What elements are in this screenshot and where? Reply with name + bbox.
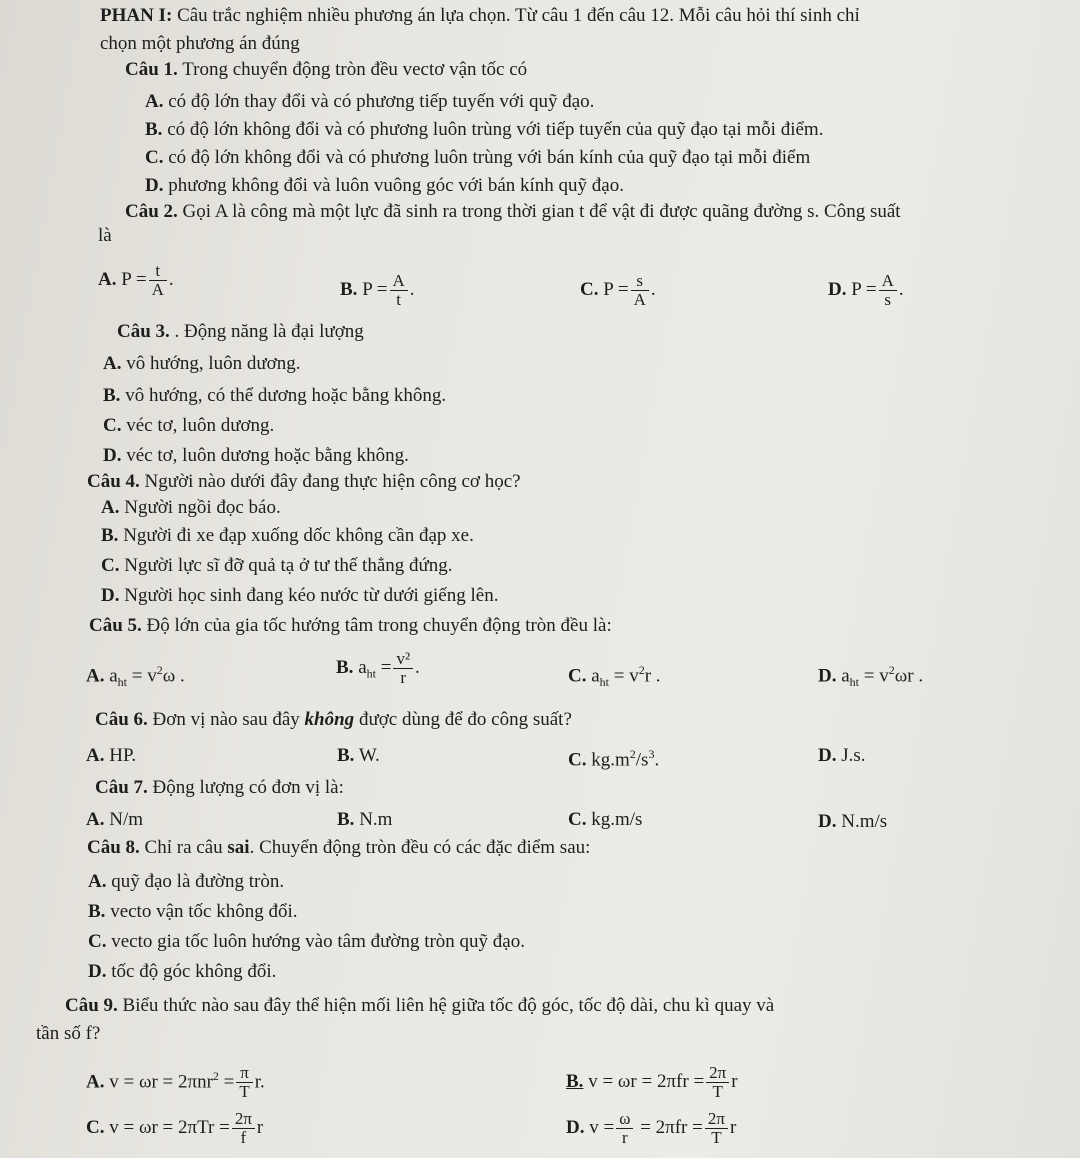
q3-option-c[interactable]: C. véc tơ, luôn dương. — [103, 415, 275, 436]
section-header: PHAN I: Câu trắc nghiệm nhiều phương án lựa chọn. Từ câu 1 đến câu 12. Mỗi câu hỏi thí sinh chỉ — [100, 5, 860, 26]
q1-option-c[interactable]: C. có độ lớn không đổi và có phương luôn trùng với bán kính của quỹ đạo tại mỗi điểm — [145, 147, 811, 168]
question-8: Câu 8. Chỉ ra câu sai. Chuyển động tròn đều có các đặc điểm sau: — [87, 837, 591, 858]
q1-option-b[interactable]: B. có độ lớn không đổi và có phương luôn trùng với tiếp tuyến của quỹ đạo tại mỗi điểm. — [145, 119, 824, 140]
question-3: Câu 3. . Động năng là đại lượng — [117, 321, 364, 342]
q3-option-b[interactable]: B. vô hướng, có thể dương hoặc bằng không. — [103, 385, 447, 406]
q6-option-b[interactable]: B. W. — [337, 745, 380, 766]
q6-option-d[interactable]: D. J.s. — [818, 745, 866, 766]
q9-option-b[interactable]: B. v = ωr = 2πfr = $\frac{2\pi}{T}$ r — [566, 1063, 738, 1101]
q9-option-d[interactable]: D. v = $\frac{\omega}{r}$ = 2πfr = $\frac{2\pi}{T}$ r — [566, 1109, 737, 1147]
question-6: Câu 6. Đơn vị nào sau đây không được dùng để đo công suất? — [95, 709, 572, 730]
q3-option-d[interactable]: D. véc tơ, luôn dương hoặc bằng không. — [103, 445, 409, 466]
q7-option-a[interactable]: A. N/m — [86, 809, 144, 830]
question-2-cont: là — [98, 225, 112, 246]
q7-option-d[interactable]: D. N.m/s — [818, 811, 888, 832]
q4-option-d[interactable]: D. Người học sinh đang kéo nước từ dưới giếng lên. — [101, 585, 499, 606]
q1-option-a[interactable]: A. có độ lớn thay đổi và có phương tiếp tuyến với quỹ đạo. — [145, 91, 595, 112]
question-5: Câu 5. Độ lớn của gia tốc hướng tâm trong chuyển động tròn đều là: — [89, 615, 612, 636]
q1-option-d[interactable]: D. phương không đổi và luôn vuông góc với bán kính quỹ đạo. — [145, 175, 624, 196]
q4-option-a[interactable]: A. Người ngồi đọc báo. — [101, 497, 281, 518]
q8-option-a[interactable]: A. quỹ đạo là đường tròn. — [88, 871, 285, 892]
question-9-cont: tần số f? — [36, 1023, 101, 1044]
q6-option-a[interactable]: A. HP. — [86, 745, 137, 766]
q2-option-d[interactable]: D. P = $\frac{A}{s}$ . — [828, 271, 904, 309]
q5-option-c[interactable]: C. $a_{ht} = v^2r$ . — [568, 663, 661, 690]
q4-option-c[interactable]: C. Người lực sĩ đỡ quả tạ ở tư thế thẳng đứng. — [101, 555, 453, 576]
q5-option-b[interactable]: B. $a_{ht}$ = $\frac{\text{v²}}{r}$ . — [336, 649, 420, 687]
question-1: Câu 1. Trong chuyển động tròn đều vectơ vận tốc có — [125, 59, 528, 80]
q5-option-a[interactable]: A. $a_{ht} = v^2\omega$ . — [86, 663, 185, 690]
question-9: Câu 9. Biểu thức nào sau đây thể hiện mối liên hệ giữa tốc độ góc, tốc độ dài, chu kì quay và — [65, 995, 775, 1016]
q2-option-a[interactable]: A. P = $\frac{t}{A}$ . — [98, 261, 174, 299]
q5-option-d[interactable]: D. $a_{ht} = v^2\omega r$ . — [818, 663, 924, 690]
q8-option-d[interactable]: D. tốc độ góc không đổi. — [88, 961, 277, 982]
q9-option-c[interactable]: C. v = ωr = 2πTr = $\frac{2\pi}{f}$ r — [86, 1109, 264, 1147]
section-header-cont: chọn một phương án đúng — [100, 33, 300, 54]
q7-option-b[interactable]: B. N.m — [337, 809, 393, 830]
q7-option-c[interactable]: C. kg.m/s — [568, 809, 643, 830]
q8-option-c[interactable]: C. vecto gia tốc luôn hướng vào tâm đường tròn quỹ đạo. — [88, 931, 525, 952]
q6-option-c[interactable]: C. $kg.m^2/s^3$. — [568, 747, 660, 771]
q2-option-c[interactable]: C. P = $\frac{s}{A}$ . — [580, 271, 656, 309]
question-2: Câu 2. Gọi A là công mà một lực đã sinh ra trong thời gian t để vật đi được quãng đường s. Công suất — [125, 201, 901, 222]
q9-option-a[interactable]: A. v = ωr = 2πnr$^2$ = $\frac{\pi}{T}$ r. — [86, 1063, 265, 1102]
q2-option-b[interactable]: B. P = $\frac{A}{t}$ . — [340, 271, 415, 309]
q4-option-b[interactable]: B. Người đi xe đạp xuống dốc không cần đạp xe. — [101, 525, 474, 546]
q8-option-b[interactable]: B. vecto vận tốc không đổi. — [88, 901, 298, 922]
question-7: Câu 7. Động lượng có đơn vị là: — [95, 777, 344, 798]
question-4: Câu 4. Người nào dưới đây đang thực hiện công cơ học? — [87, 471, 521, 492]
q3-option-a[interactable]: A. vô hướng, luôn dương. — [103, 353, 301, 374]
